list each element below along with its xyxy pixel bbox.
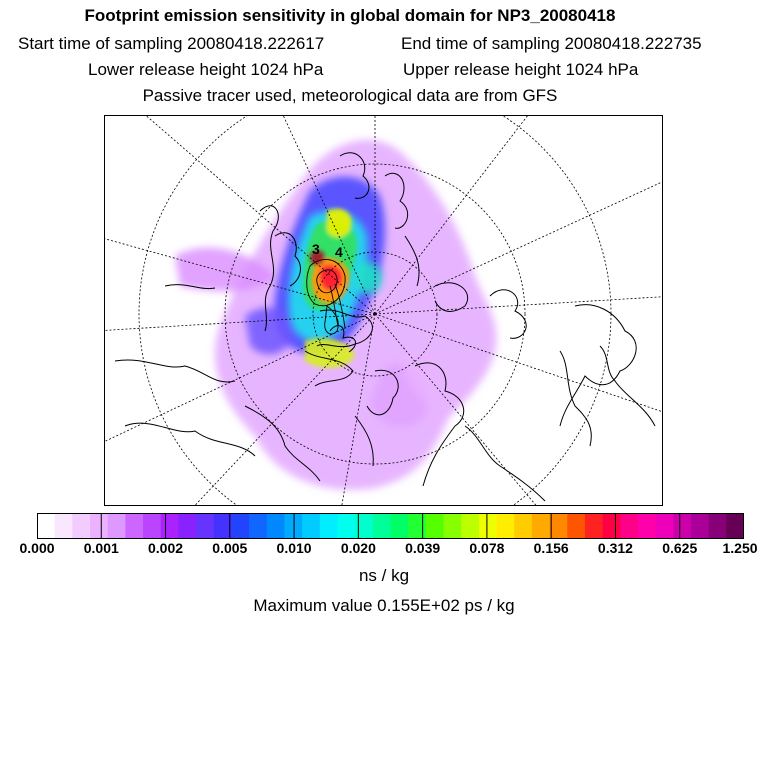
colorbar-cell bbox=[196, 513, 214, 539]
colorbar-cell bbox=[161, 513, 179, 539]
colorbar-cell bbox=[320, 513, 338, 539]
colorbar-tick-label: 0.020 bbox=[340, 540, 376, 556]
tracer-note: Passive tracer used, meteorological data are from GFS bbox=[142, 86, 558, 105]
colorbar-cell bbox=[72, 513, 90, 539]
colorbar-cell bbox=[620, 513, 638, 539]
colorbar-cell bbox=[408, 513, 426, 539]
colorbar-cell bbox=[532, 513, 550, 539]
field-cyan-east bbox=[355, 262, 382, 294]
contour-label-4: 4 bbox=[335, 244, 343, 260]
colorbar-cell bbox=[143, 513, 161, 539]
contour-label-3: 3 bbox=[312, 241, 320, 257]
colorbar-cell bbox=[231, 513, 249, 539]
colorbar-cell bbox=[585, 513, 603, 539]
colorbar-cell bbox=[302, 513, 320, 539]
map-canvas bbox=[105, 116, 663, 506]
colorbar-cell bbox=[603, 513, 621, 539]
lower-release-label: Lower release height 1024 hPa bbox=[88, 60, 324, 79]
colorbar-unit: ns / kg bbox=[358, 566, 410, 585]
colorbar-cell bbox=[567, 513, 585, 539]
colorbar-cell bbox=[673, 513, 691, 539]
colorbar-cell bbox=[691, 513, 709, 539]
colorbar-cell bbox=[90, 513, 108, 539]
colorbar-cell bbox=[37, 513, 55, 539]
colorbar-cell bbox=[426, 513, 444, 539]
colorbar-tick-label: 0.625 bbox=[662, 540, 698, 556]
plot-title: Footprint emission sensitivity in global domain for NP3_20080418 bbox=[84, 6, 616, 25]
colorbar-tick-label: 0.005 bbox=[212, 540, 248, 556]
colorbar-tick-label: 0.078 bbox=[469, 540, 505, 556]
colorbar-cell bbox=[249, 513, 267, 539]
colorbar-cell bbox=[638, 513, 656, 539]
colorbar-cell bbox=[267, 513, 285, 539]
colorbar-cell bbox=[479, 513, 497, 539]
colorbar-cell bbox=[214, 513, 232, 539]
colorbar-cell bbox=[55, 513, 73, 539]
colorbar-tick-label: 0.039 bbox=[405, 540, 441, 556]
colorbar-cell bbox=[337, 513, 355, 539]
colorbar-cell bbox=[709, 513, 727, 539]
colorbar bbox=[37, 513, 744, 539]
colorbar-tick-label: 0.312 bbox=[597, 540, 633, 556]
colorbar-tick-label: 1.250 bbox=[722, 540, 758, 556]
colorbar-cell bbox=[550, 513, 568, 539]
colorbar-cell bbox=[656, 513, 674, 539]
colorbar-tick-label: 0.156 bbox=[533, 540, 569, 556]
colorbar-cell bbox=[373, 513, 391, 539]
colorbar-tick-label: 0.000 bbox=[19, 540, 55, 556]
upper-release-label: Upper release height 1024 hPa bbox=[403, 60, 639, 79]
footprint-map bbox=[104, 115, 663, 506]
colorbar-cell bbox=[444, 513, 462, 539]
colorbar-cell bbox=[497, 513, 515, 539]
colorbar-cell bbox=[514, 513, 532, 539]
colorbar-cell bbox=[284, 513, 302, 539]
max-value-note: Maximum value 0.155E+02 ps / kg bbox=[253, 596, 515, 615]
colorbar-cell bbox=[726, 513, 744, 539]
colorbar-cell bbox=[108, 513, 126, 539]
colorbar-cell bbox=[125, 513, 143, 539]
colorbar-tick-label: 0.001 bbox=[83, 540, 119, 556]
colorbar-tick-label: 0.010 bbox=[276, 540, 312, 556]
colorbar-cell bbox=[461, 513, 479, 539]
colorbar-svg bbox=[37, 513, 744, 539]
colorbar-tick-label: 0.002 bbox=[148, 540, 184, 556]
start-time-label: Start time of sampling 20080418.222617 bbox=[18, 34, 325, 53]
colorbar-cell bbox=[391, 513, 409, 539]
end-time-label: End time of sampling 20080418.222735 bbox=[401, 34, 702, 53]
colorbar-cell bbox=[178, 513, 196, 539]
